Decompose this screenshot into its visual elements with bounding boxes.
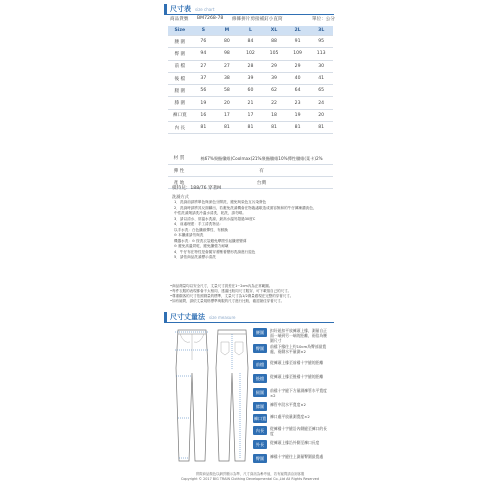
cell: 20 <box>309 109 333 121</box>
cell: 58 <box>215 85 239 97</box>
cell: 37 <box>192 72 216 84</box>
unit-label: 單位：公分 <box>312 17 335 22</box>
header-cell: XL <box>262 26 286 36</box>
cell: 80 <box>215 36 239 48</box>
measure-item <box>253 360 330 369</box>
measure-desc: 褲口處平放量測寬度×2 <box>270 414 310 419</box>
wash-title: 洗滌方式 <box>172 194 189 199</box>
cell: 18 <box>262 109 286 121</box>
cell: 62 <box>262 85 286 97</box>
cell: 24 <box>309 97 333 109</box>
product-no: BM7268-78 <box>197 16 224 21</box>
wash-line: 機器水洗：⊙ 按洗衣袋避免摩擦引起纖度變薄 <box>174 238 247 243</box>
wash-line: ⊙ 本纖維請勿與洗 <box>174 233 204 237</box>
cell: 81 <box>286 122 310 134</box>
row-label: 腿 圍 <box>168 85 192 97</box>
header-cell: M <box>215 26 239 36</box>
header-accent-bar <box>164 312 167 323</box>
header-divider <box>164 14 334 15</box>
measure-tag: 褲口寬 <box>253 414 267 423</box>
wash-line: 3．請以清水、常溫水洗滌，最高水溫勿超過30度C <box>174 216 256 221</box>
cell: 21 <box>239 97 263 109</box>
size-measure-title: 尺寸丈量法 <box>170 313 205 321</box>
info-value: 台灣 <box>256 180 267 186</box>
size-chart-title: 尺寸表 <box>170 5 191 13</box>
header-cell: 3L <box>309 26 333 36</box>
wash-line: 中性洗滌劑請洗冷溫水清洗，乾洗，請勿晴。 <box>174 211 246 215</box>
cell: 28 <box>239 60 263 72</box>
table-row <box>168 48 333 60</box>
measure-desc: 褲管中段水平寬度×2 <box>270 402 306 407</box>
wash-line: 以手水洗：白色纖維彈性、布鮮換 <box>174 227 228 232</box>
cell: 27 <box>192 60 216 72</box>
product-name: 修飾拼片剪接補釘小直筒 <box>232 17 283 22</box>
measure-item <box>253 414 330 423</box>
size-measure-subtitle: size measure <box>209 314 236 320</box>
measure-item <box>253 440 330 449</box>
row-label: 前 檔 <box>168 60 192 72</box>
cell: 27 <box>215 60 239 72</box>
row-label: 腰 圍 <box>168 36 192 48</box>
wash-line: 4．牛仔布在特性是會隨穿著壓著變形洗滌進行退色 <box>174 249 256 254</box>
table-row <box>168 36 333 48</box>
measure-desc: 扣好鈕扣平放褲頭上緣，測量自正面一端到另一端的距離，兩倍為腰圍尺寸 <box>270 328 327 343</box>
measure-desc: 前襠十字縫下方量測褲管水平寬度×2 <box>270 388 327 398</box>
material-info <box>168 152 333 189</box>
measure-desc: 前襠下緣往上約10cm為臀部最寬處，兩側水平量測×2 <box>270 344 327 354</box>
cell: 95 <box>309 36 333 48</box>
info-row <box>168 152 333 165</box>
measure-desc: 褲襠十字縫往上測量臀圍最寬處 <box>270 454 324 459</box>
cell: 17 <box>239 109 263 121</box>
cell: 20 <box>215 97 239 109</box>
cell: 16 <box>192 109 216 121</box>
table-row <box>168 97 333 109</box>
measure-tag: 後檔 <box>253 374 267 383</box>
model-info: 模特兒：188/76 穿著M <box>172 186 222 191</box>
cell: 22 <box>262 97 286 109</box>
wash-line: 1．洗滌前請將單色與深色分開洗，避免與染色互污染發色 <box>174 200 267 204</box>
footer <box>164 472 336 482</box>
measure-tag: 腰圍 <box>253 328 267 337</box>
measure-item <box>253 374 330 383</box>
wash-line: ⊙ 避免高溫烘乾，避免纖強力耐壞 <box>174 244 229 248</box>
cell: 29 <box>286 60 310 72</box>
measure-item <box>253 454 330 463</box>
measure-tag: 前檔 <box>253 360 267 369</box>
table-row <box>168 109 333 121</box>
cell: 94 <box>192 48 216 60</box>
header-accent-bar <box>164 4 167 15</box>
size-table-header <box>168 26 333 36</box>
cell: 98 <box>215 48 239 60</box>
header-cell: S <box>192 26 216 36</box>
notes <box>170 284 293 304</box>
measure-tag: 臀圍 <box>253 454 267 463</box>
table-row <box>168 85 333 97</box>
cell: 17 <box>215 109 239 121</box>
cell: 64 <box>286 85 310 97</box>
header-cell: 2L <box>286 26 310 36</box>
measure-item <box>253 426 330 436</box>
info-value: 棉67%聚酯纖維(Coolmax)21%聚酯纖維10%彈性纖維(萊卡)2% <box>200 155 323 161</box>
note-line: •商品測量均以安全尺寸，丈量尺寸誤差在1~2cm內為正常範圍。 <box>170 284 273 288</box>
cell: 81 <box>262 122 286 134</box>
size-chart-subtitle: size chart <box>195 6 215 12</box>
footer-line: 實際商品顏色以網頁顯示為準，尺寸資訊為參考值，若有疑問請洽詢客服 <box>195 472 305 476</box>
measure-desc: 從褲襠十字縫沿內側縫至褲口的長度 <box>270 426 327 436</box>
cell: 40 <box>286 72 310 84</box>
header-cell: Size <box>168 26 192 36</box>
wash-line: 5．請依商品洗滌標示清洗 <box>174 255 216 259</box>
measure-desc: 從褲頭上緣至後襠十字縫的距離 <box>270 374 324 379</box>
product-no-label: 商品貨號 <box>170 17 189 22</box>
info-label: 產 地 <box>173 180 185 186</box>
note-line: •每件衣服的表現都會不太相同，建議比較同尺寸服穿，可下載領自己的尺寸。 <box>170 289 292 293</box>
cell: 81 <box>239 122 263 134</box>
cell: 19 <box>192 97 216 109</box>
cell: 105 <box>262 48 286 60</box>
cell: 39 <box>262 72 286 84</box>
table-row <box>168 122 333 134</box>
table-row <box>168 60 333 72</box>
footer-copyright: Copyright © 2017 BIG TRAIN Clothing Developmental Co.,Ltd All Rights Reserved <box>180 477 319 481</box>
cell: 41 <box>309 72 333 84</box>
row-label: 後 檔 <box>168 72 192 84</box>
cell: 39 <box>239 72 263 84</box>
cell: 60 <box>239 85 263 97</box>
cell: 81 <box>192 122 216 134</box>
cell: 56 <box>192 85 216 97</box>
measure-desc: 從褲頭上緣至前襠十字縫的距離 <box>270 360 324 365</box>
measure-item <box>253 328 330 343</box>
cell: 113 <box>309 48 333 60</box>
info-row <box>168 165 333 177</box>
cell: 30 <box>309 60 333 72</box>
wash-list <box>174 200 316 261</box>
measure-tag: 膝圍 <box>253 402 267 411</box>
cell: 29 <box>262 60 286 72</box>
cell: 65 <box>309 85 333 97</box>
cell: 23 <box>286 97 310 109</box>
info-label: 材 質 <box>173 156 185 161</box>
note-line: •如有疑問，請依丈量規格標準與服的尺寸進行比較，確認最佳穿著尺寸。 <box>170 299 285 303</box>
wash-line: 4．前處理建：手工清洗物品： <box>174 222 224 226</box>
row-label: 膝 圍 <box>168 97 192 109</box>
measure-tag: 臀圍 <box>253 344 267 353</box>
cell: 84 <box>239 36 263 48</box>
info-value: 有 <box>259 168 264 174</box>
cell: 91 <box>286 36 310 48</box>
row-label: 臀 圍 <box>168 48 192 60</box>
cell: 109 <box>286 48 310 60</box>
cell: 81 <box>215 122 239 134</box>
jeans-front-illustration <box>174 328 210 463</box>
measure-desc: 從褲頭上緣沿外側至褲口長度 <box>270 440 320 445</box>
wash-line: 2．洗滌時請將其反面翻出，若避免洗滌機會在物臨處歇造成面容無和的牛仔褲漸濃淡色， <box>174 205 317 210</box>
info-label: 彈 性 <box>173 168 185 174</box>
table-row <box>168 72 333 84</box>
measure-tag: 腿圍 <box>253 388 267 397</box>
measure-item <box>253 402 330 411</box>
cell: 76 <box>192 36 216 48</box>
header-divider <box>164 322 334 323</box>
cell: 81 <box>309 122 333 134</box>
cell: 102 <box>239 48 263 60</box>
cell: 38 <box>215 72 239 84</box>
measure-item <box>253 388 330 398</box>
cell: 88 <box>262 36 286 48</box>
measure-item <box>253 344 330 354</box>
cell: 19 <box>286 109 310 121</box>
header-cell: L <box>239 26 263 36</box>
measure-tag: 內長 <box>253 426 267 435</box>
size-table <box>168 26 333 134</box>
jeans-back-illustration <box>214 328 250 463</box>
measure-tag: 外長 <box>253 440 267 449</box>
row-label: 內 長 <box>168 122 192 134</box>
note-line: •尊重顧客的尺寸依照測量的標準，丈量尺寸為1/2測量跟現在完整的穿著尺寸。 <box>170 294 294 298</box>
row-label: 褲口寬 <box>168 109 192 121</box>
